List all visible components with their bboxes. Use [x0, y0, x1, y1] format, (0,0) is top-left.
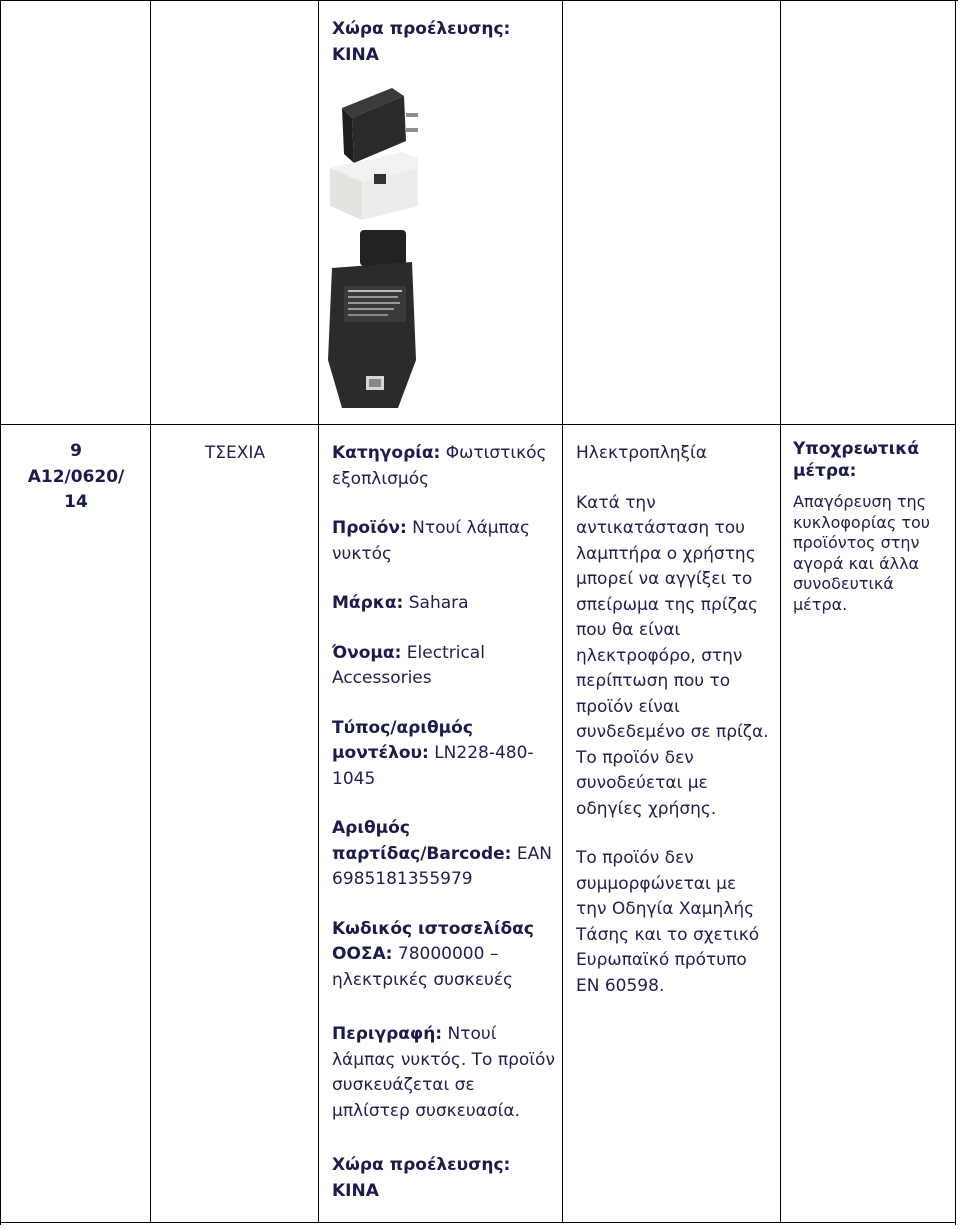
- category-field: [332, 441, 556, 492]
- row-ref: A12/0620/: [27, 466, 125, 487]
- oecd-value: 78000000 – ηλεκτρικές συσκευές: [332, 944, 514, 990]
- col-divider-1: [150, 0, 151, 1223]
- table-border-right: [955, 0, 956, 1225]
- product-value: Ντουί λάμπας νυκτός: [332, 518, 531, 564]
- oecd-label: Κωδικός ιστοσελίδας ΟΟΣΑ:: [332, 918, 534, 964]
- table-border-left: [0, 0, 1, 1225]
- risk-info: [576, 441, 770, 999]
- origin-value: ΚΙΝΑ: [332, 1180, 379, 1201]
- barcode-field: [332, 816, 556, 893]
- name-field: [332, 641, 556, 692]
- row-number: 9: [70, 441, 82, 461]
- col-divider-3: [562, 0, 563, 1223]
- risk-compliance: Το προϊόν δεν συμμορφώνεται με την Οδηγία Χαμηλής Τάσης και το σχετικό Ευρωπαϊκό πρότυπο EN 60598.: [576, 848, 760, 996]
- table-border-top: [0, 0, 958, 1]
- measures-value: Απαγόρευση της κυκλοφορίας του προϊόντος στην αγορά και άλλα συνοδευτικά μέτρα.: [793, 492, 930, 614]
- description-value: Ντουί λάμπας νυκτός. Το προϊόν συσκευάζεται σε μπλίστερ συσκευασία.: [332, 1024, 555, 1121]
- top-origin-value: ΚΙΝΑ: [332, 44, 379, 65]
- row-ref-2: 14: [64, 492, 88, 512]
- product-field: [332, 516, 556, 567]
- col-divider-4: [780, 0, 781, 1223]
- origin-field: [332, 1153, 556, 1204]
- risk-type: Ηλεκτροπληξία: [576, 443, 707, 463]
- product-label: Προϊόν:: [332, 518, 407, 538]
- description-field: [332, 1022, 556, 1124]
- top-origin-block: [332, 17, 552, 68]
- model-value: LN228-480-1045: [332, 743, 534, 789]
- oecd-field: [332, 917, 556, 994]
- barcode-value: EAN 6985181355979: [332, 843, 552, 889]
- usb-charger-label-photo: [322, 230, 418, 412]
- category-value: Φωτιστικός εξοπλισμός: [332, 443, 547, 489]
- model-field: [332, 716, 556, 793]
- col-divider-2: [318, 0, 319, 1223]
- brand-label: Μάρκα:: [332, 593, 404, 613]
- description-label: Περιγραφή:: [332, 1024, 443, 1044]
- top-origin-label: Χώρα προέλευσης:: [332, 19, 511, 39]
- name-label: Όνομα:: [332, 642, 402, 663]
- product-photos-lower: [322, 230, 418, 412]
- notifying-country: ΤΣΕΧΙΑ: [204, 443, 266, 463]
- brand-field: [332, 591, 556, 617]
- row-divider: [0, 424, 956, 425]
- measures-info: [793, 438, 953, 615]
- country-cell: [152, 441, 318, 467]
- category-label: Κατηγορία:: [332, 443, 441, 463]
- product-info: [332, 441, 556, 1204]
- risk-description: Κατά την αντικατάσταση του λαμπτήρα ο χρήστης μπορεί να αγγίξει το σπείρωμα της πρίζας που θα είναι ηλεκτροφόρο, στην περίπτωση που το προϊόν είναι συνδεδεμένο σε πρίζα. Το προϊόν δεν συνοδεύεται με οδηγίες χρήσης.: [576, 492, 769, 819]
- origin-label: Χώρα προέλευσης:: [332, 1155, 511, 1175]
- brand-value: Sahara: [408, 593, 469, 613]
- table-border-bottom: [0, 1222, 956, 1223]
- row-number-block: [2, 439, 150, 516]
- barcode-label: Αριθμός παρτίδας/Barcode:: [332, 818, 512, 864]
- model-label: Τύπος/αριθμός μοντέλου:: [332, 717, 473, 763]
- name-value: Electrical Accessories: [332, 642, 485, 688]
- measures-label: Υποχρεωτικά μέτρα:: [793, 439, 920, 481]
